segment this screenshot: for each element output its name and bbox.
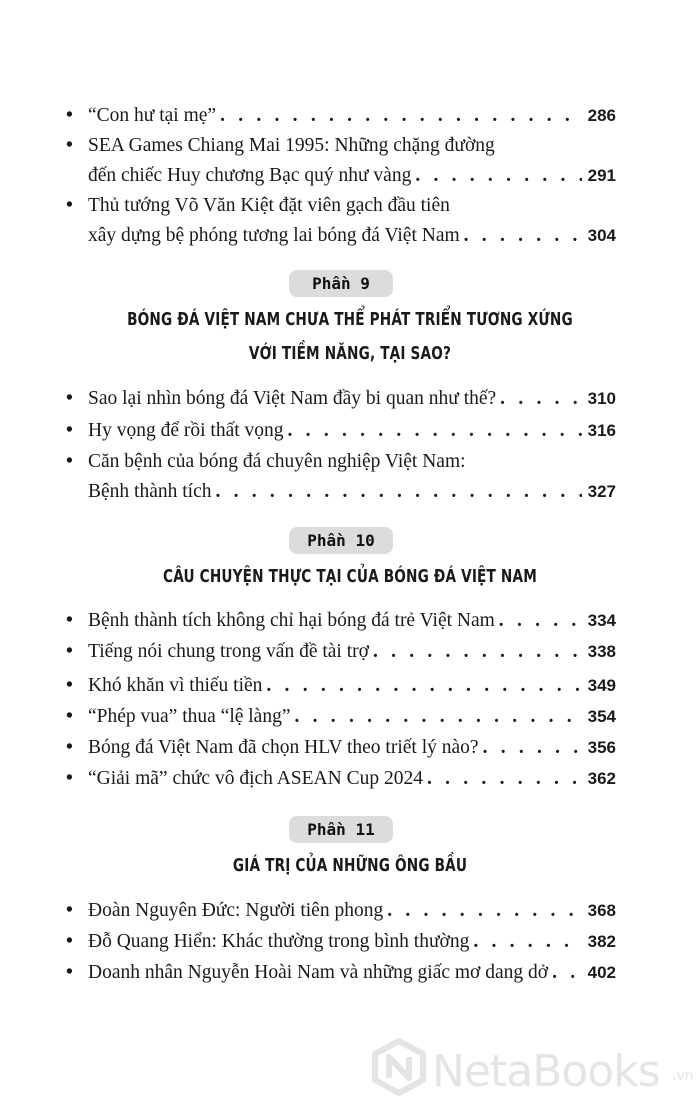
toc-entry-page: 349 bbox=[587, 676, 616, 695]
toc-entry-title: Sao lại nhìn bóng đá Việt Nam đầy bi quan như thế? bbox=[88, 388, 497, 409]
toc-entry-title: “Giải mã” chức vô địch ASEAN Cup 2024 bbox=[88, 768, 423, 789]
toc-entry-page: 316 bbox=[587, 421, 616, 440]
leader-dots bbox=[427, 764, 582, 794]
bullet-icon: • bbox=[66, 768, 73, 789]
part-title: CÂU CHUYỆN THỰC TẠI CỦA BÓNG ĐÁ VIỆT NAM bbox=[163, 567, 537, 587]
toc-entry-page: 402 bbox=[587, 963, 616, 982]
toc-entry-title: Doanh nhân Nguyễn Hoài Nam và những giấc mơ dang dở bbox=[88, 962, 549, 983]
part-label: Phần 10 bbox=[289, 527, 393, 554]
toc-entry-title-cont: đến chiếc Huy chương Bạc quý như vàng bbox=[88, 165, 412, 186]
toc-entry-page: 368 bbox=[587, 901, 616, 920]
netabooks-logo-icon bbox=[370, 1038, 428, 1096]
toc-entry-title-cont: xây dựng bệ phóng tương lai bóng đá Việt Nam bbox=[88, 225, 460, 246]
toc-entry-page: 362 bbox=[587, 769, 616, 788]
bullet-icon: • bbox=[66, 931, 73, 952]
bullet-icon: • bbox=[66, 388, 73, 409]
bullet-icon: • bbox=[66, 737, 73, 758]
toc-entry-page: 304 bbox=[587, 226, 616, 245]
leader-dots bbox=[295, 702, 582, 732]
toc-entry-title: Bệnh thành tích không chỉ hại bóng đá trẻ Việt Nam bbox=[88, 610, 495, 631]
leader-dots bbox=[387, 896, 581, 926]
toc-entry-title: Thủ tướng Võ Văn Kiệt đặt viên gạch đầu tiên bbox=[88, 195, 450, 216]
toc-entry-page: 354 bbox=[587, 707, 616, 726]
leader-dots bbox=[473, 927, 581, 957]
watermark-suffix: .vn bbox=[672, 1068, 694, 1084]
part-title: GIÁ TRỊ CỦA NHỮNG ÔNG BẦU bbox=[232, 856, 468, 876]
leader-dots bbox=[415, 161, 581, 191]
toc-entry-title: Căn bệnh của bóng đá chuyên nghiệp Việt Nam: bbox=[88, 451, 466, 472]
bullet-icon: • bbox=[66, 706, 73, 727]
part-title: BÓNG ĐÁ VIỆT NAM CHƯA THỂ PHÁT TRIỂN TƯƠNG XỨNG bbox=[127, 310, 573, 330]
toc-entry-page: 286 bbox=[587, 106, 616, 125]
watermark-brand: NetaBooks bbox=[432, 1046, 660, 1097]
toc-entry-title: Bóng đá Việt Nam đã chọn HLV theo triết lý nào? bbox=[88, 737, 479, 758]
toc-entry-title: Khó khăn vì thiếu tiền bbox=[88, 675, 263, 696]
bullet-icon: • bbox=[66, 610, 73, 631]
bullet-icon: • bbox=[66, 451, 73, 472]
leader-dots bbox=[500, 384, 581, 414]
bullet-icon: • bbox=[66, 675, 73, 696]
part-label: Phần 9 bbox=[289, 270, 393, 297]
toc-entry-page: 291 bbox=[587, 166, 616, 185]
leader-dots bbox=[464, 221, 582, 251]
toc-entry-page: 327 bbox=[587, 482, 616, 501]
toc-entry-title-cont: Bệnh thành tích bbox=[88, 481, 212, 502]
toc-entry-title: Đoàn Nguyên Đức: Người tiên phong bbox=[88, 900, 384, 921]
toc-entry-page: 310 bbox=[587, 389, 616, 408]
bullet-icon: • bbox=[66, 420, 73, 441]
toc-entry-page: 356 bbox=[587, 738, 616, 757]
toc-entry-page: 334 bbox=[587, 611, 616, 630]
toc-entry-page: 382 bbox=[587, 932, 616, 951]
toc-entry-title: Đỗ Quang Hiển: Khác thường trong bình thường bbox=[88, 931, 470, 952]
bullet-icon: • bbox=[66, 641, 73, 662]
toc-entry-title: “Con hư tại mẹ” bbox=[88, 105, 217, 126]
toc-entry-title: SEA Games Chiang Mai 1995: Những chặng đường bbox=[88, 135, 495, 156]
leader-dots bbox=[552, 958, 582, 988]
part-label: Phần 11 bbox=[289, 816, 393, 843]
toc-entry-title: Tiếng nói chung trong vấn đề tài trợ bbox=[88, 641, 369, 662]
toc-entry-title: Hy vọng để rồi thất vọng bbox=[88, 420, 284, 441]
bullet-icon: • bbox=[66, 135, 73, 156]
leader-dots bbox=[373, 637, 582, 667]
leader-dots bbox=[499, 606, 582, 636]
bullet-icon: • bbox=[66, 195, 73, 216]
leader-dots bbox=[266, 671, 581, 701]
bullet-icon: • bbox=[66, 900, 73, 921]
bullet-icon: • bbox=[66, 962, 73, 983]
leader-dots bbox=[288, 416, 582, 446]
toc-entry-page: 338 bbox=[587, 642, 616, 661]
bullet-icon: • bbox=[66, 105, 73, 126]
leader-dots bbox=[215, 477, 581, 507]
part-title: VỚI TIỀM NĂNG, TẠI SAO? bbox=[248, 344, 452, 364]
leader-dots bbox=[483, 733, 582, 763]
toc-entry-title: “Phép vua” thua “lệ làng” bbox=[88, 706, 291, 727]
leader-dots bbox=[220, 101, 582, 131]
netabooks-watermark bbox=[370, 1022, 700, 1118]
